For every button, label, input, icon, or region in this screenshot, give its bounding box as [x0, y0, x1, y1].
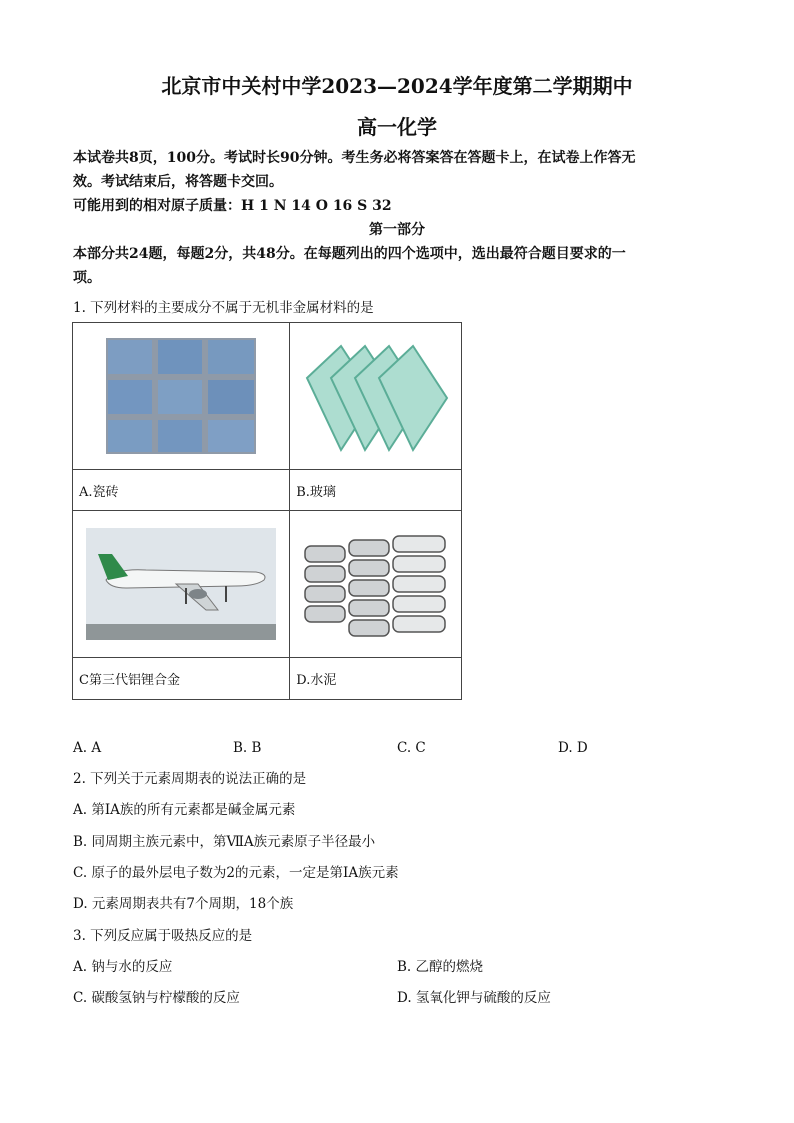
exam-title: 北京市中关村中学2023—2024学年度第二学期期中 — [161, 74, 633, 98]
q2-option-a[interactable]: A. 第ⅠA族的所有元素都是碱金属元素 — [73, 802, 296, 818]
q1-cell-d-image — [290, 511, 462, 658]
q3-option-d[interactable]: D. 氢氧化钾与硫酸的反应 — [397, 990, 551, 1006]
section-desc-2: 项。 — [73, 270, 101, 286]
airplane-image — [86, 528, 276, 640]
q2-stem: 2. 下列关于元素周期表的说法正确的是 — [73, 771, 307, 787]
section-desc-1: 本部分共24题，每题2分，共48分。在每题列出的四个选项中，选出最符合题目要求的一 — [73, 246, 626, 262]
cement-bags-image — [301, 526, 451, 642]
exam-subject: 高一化学 — [357, 115, 437, 139]
q1-cell-c-image — [73, 511, 290, 658]
q3-option-c[interactable]: C. 碳酸氢钠与柠檬酸的反应 — [73, 990, 240, 1006]
q1-cell-d-label: D.水泥 — [290, 658, 462, 700]
q1-stem: 1. 下列材料的主要成分不属于无机非金属材料的是 — [73, 300, 374, 316]
q1-cell-b-image — [290, 323, 462, 470]
atomic-mass-line: 可能用到的相对原子质量：H 1 N 14 O 16 S 32 — [73, 198, 392, 214]
q1-cell-c-label: C第三代铝锂合金 — [73, 658, 290, 700]
q3-option-a[interactable]: A. 钠与水的反应 — [73, 959, 173, 975]
q1-option-c[interactable]: C. C — [397, 740, 426, 756]
q2-option-c[interactable]: C. 原子的最外层电子数为2的元素，一定是第ⅠA族元素 — [73, 865, 399, 881]
q1-cell-a-label: A.瓷砖 — [73, 469, 290, 511]
q2-option-b[interactable]: B. 同周期主族元素中，第ⅦA族元素原子半径最小 — [73, 834, 376, 850]
glass-panes-image — [301, 338, 451, 454]
section-heading: 第一部分 — [369, 222, 425, 238]
ceramic-tiles-image — [106, 338, 256, 454]
q2-option-d[interactable]: D. 元素周期表共有7个周期，18个族 — [73, 896, 294, 912]
instruction-line-1: 本试卷共8页，100分。考试时长90分钟。考生务必将答案答在答题卡上，在试卷上作答无 — [73, 150, 636, 166]
instruction-line-2: 效。考试结束后，将答题卡交回。 — [73, 174, 283, 190]
q1-options-table — [72, 322, 462, 700]
q1-option-d[interactable]: D. D — [558, 740, 588, 756]
q1-option-b[interactable]: B. B — [233, 740, 262, 756]
q3-stem: 3. 下列反应属于吸热反应的是 — [73, 928, 253, 944]
q1-cell-a-image — [73, 323, 290, 470]
q3-option-b[interactable]: B. 乙醇的燃烧 — [397, 959, 484, 975]
q1-option-a[interactable]: A. A — [73, 740, 102, 756]
q1-cell-b-label: B.玻璃 — [290, 469, 462, 511]
